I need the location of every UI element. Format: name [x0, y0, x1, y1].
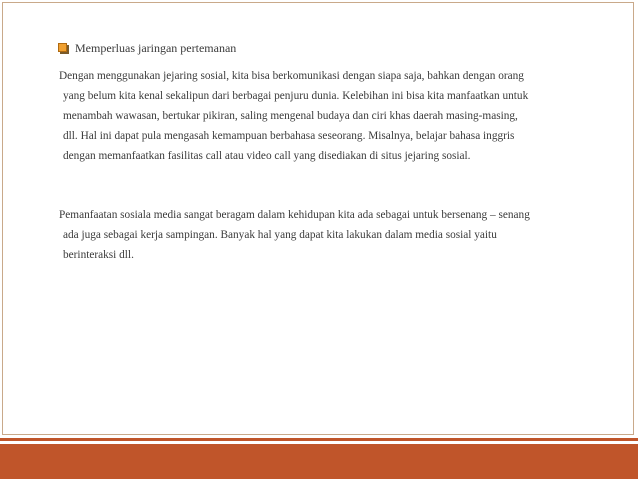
- paragraph-line: ada juga sebagai kerja sampingan. Banyak hal yang dapat kita lakukan dalam media sosial yaitu: [63, 229, 497, 241]
- bullet-heading: [58, 40, 236, 56]
- paragraph-line: dengan memanfaatkan fasilitas call atau video call yang disediakan di situs jejaring sosial.: [63, 150, 471, 162]
- paragraph-1: [59, 66, 599, 166]
- bullet-heading-text: Memperluas jaringan pertemanan: [75, 41, 237, 55]
- paragraph-line: berinteraksi dll.: [63, 249, 134, 261]
- paragraph-line: Dengan menggunakan jejaring sosial, kita bisa berkomunikasi dengan siapa saja, bahkan dengan orang: [59, 70, 524, 82]
- checkbox-bullet-icon: [58, 43, 69, 54]
- paragraph-line: yang belum kita kenal sekalipun dari berbagai penjuru dunia. Kelebihan ini bisa kita manfaatkan untuk: [63, 90, 529, 102]
- bottom-stripe: [0, 438, 638, 441]
- paragraph-line: menambah wawasan, bertukar pikiran, saling mengenal budaya dan ciri khas daerah masing-masing,: [63, 110, 518, 122]
- paragraph-line: dll. Hal ini dapat pula mengasah kemampuan berbahasa seseorang. Misalnya, belajar bahasa inggris: [63, 130, 515, 142]
- paragraph-2: [59, 205, 599, 265]
- bottom-bar: [0, 444, 638, 479]
- paragraph-line: Pemanfaatan sosiala media sangat beragam dalam kehidupan kita ada sebagai untuk bersenang – senang: [59, 209, 530, 221]
